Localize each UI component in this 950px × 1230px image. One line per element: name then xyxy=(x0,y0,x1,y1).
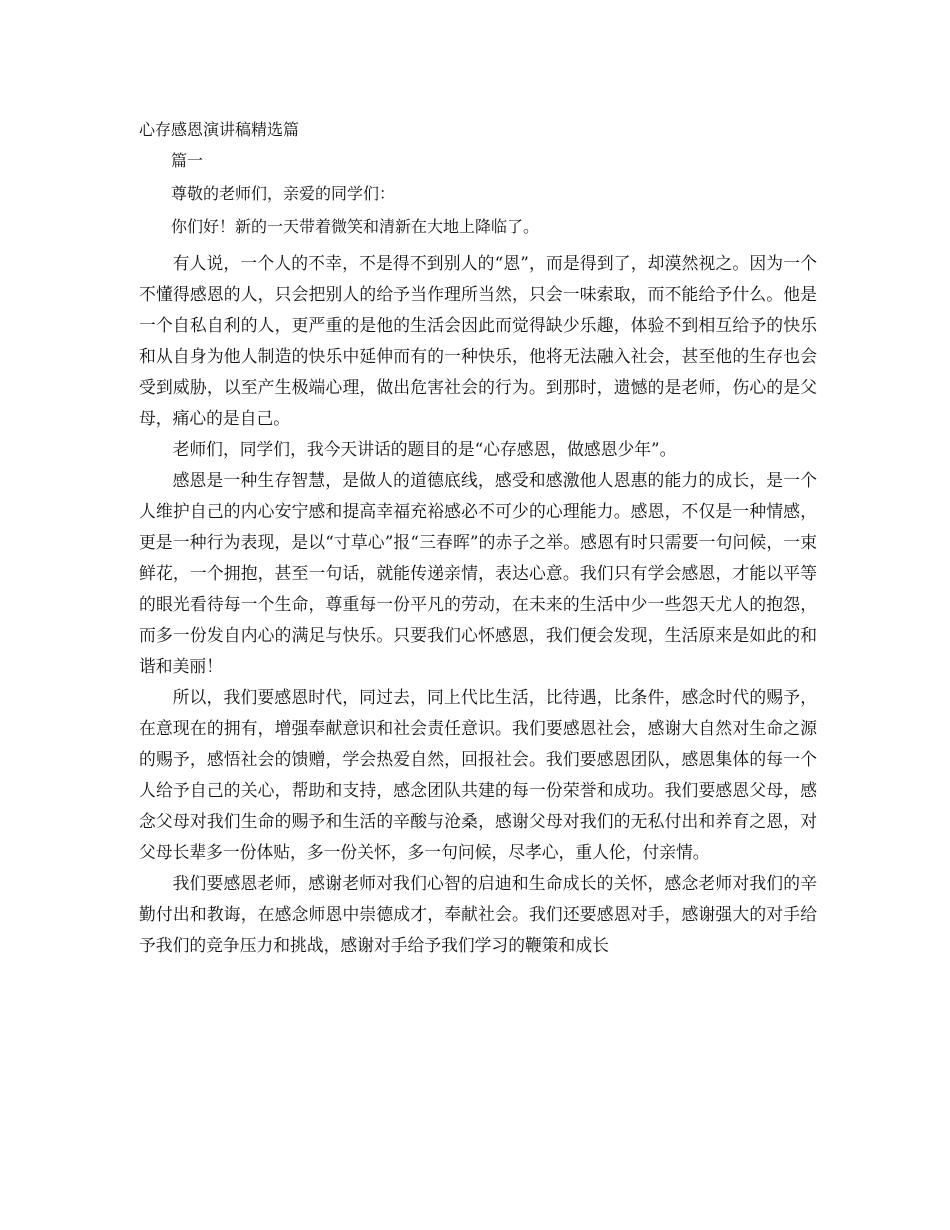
greeting: 你们好！新的一天带着微笑和清新在大地上降临了。 xyxy=(171,217,540,236)
paragraph: 所以，我们要感恩时代，同过去，同上代比生活，比待遇，比条件，感念时代的赐予，在意现在的拥有，增强奉献意识和社会责任意识。我们要感恩社会，感谢大自然对生命之源的赐予，感悟社会的馈赠，学会热爱自然，回报社会。我们要感恩团队，感恩集体的每一个人给予自己的关心，帮助和支持，感念团队共建的每一份荣誉和成功。我们要感恩父母，感念父母对我们生命的赐予和生活的辛酸与沧桑，感谢父母对我们的无私付出和养育之恩，对父母长辈多一份体贴，多一份关怀，多一句问候，尽孝心，重人伦，付亲情。 xyxy=(139,687,817,862)
document-page xyxy=(139,118,817,961)
paragraph: 我们要感恩老师，感谢老师对我们心智的启迪和生命成长的关怀，感念老师对我们的辛勤付出和教诲，在感念师恩中崇德成才，奉献社会。我们还要感恩对手，感谢强大的对手给予我们的竞争压力和挑战，感谢对手给予我们学习的鞭策和成长 xyxy=(139,873,817,955)
section-heading: 篇一 xyxy=(171,151,204,170)
paragraph: 感恩是一种生存智慧，是做人的道德底线，感受和感激他人恩惠的能力的成长，是一个人维护自己的内心安宁感和提高幸福充裕感必不可少的心理能力。感恩，不仅是一种情感，更是一种行为表现，是以“寸草心”报“三春晖”的赤子之举。感恩有时只需要一句问候，一束鲜花，一个拥抱，甚至一句话，就能传递亲情，表达心意。我们只有学会感恩，才能以平等的眼光看待每一个生命，尊重每一份平凡的劳动，在未来的生活中少一些怨天尤人的抱怨，而多一份发自内心的满足与快乐。只要我们心怀感恩，我们便会发现，生活原来是如此的和谐和美丽！ xyxy=(139,470,817,676)
salutation: 尊敬的老师们，亲爱的同学们： xyxy=(171,184,396,203)
paragraph: 老师们，同学们，我今天讲话的题目的是“心存感恩，做感恩少年”。 xyxy=(172,439,677,459)
paragraph: 有人说，一个人的不幸，不是得不到别人的“恩”，而是得到了，却漠然视之。因为一个不懂得感恩的人，只会把别人的给予当作理所当然，只会一味索取，而不能给予什么。他是一个自私自利的人，更严重的是他的生活会因此而觉得缺少乐趣，体验不到相互给予的快乐和从自身为他人制造的快乐中延伸而有的一种快乐，他将无法融入社会，甚至他的生存也会受到威胁，以至产生极端心理，做出危害社会的行为。到那时，遗憾的是老师，伤心的是父母，痛心的是自己。 xyxy=(139,253,817,428)
document-title: 心存感恩演讲稿精选篇 xyxy=(139,120,300,139)
